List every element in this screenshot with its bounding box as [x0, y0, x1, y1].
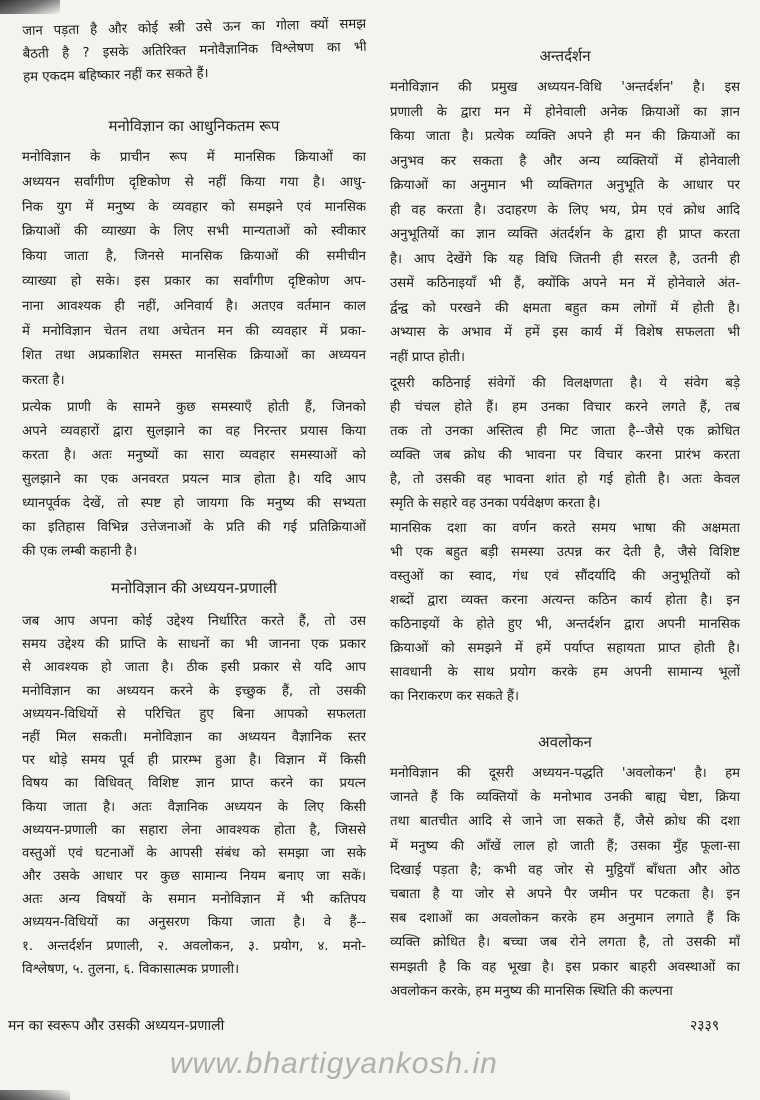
text-line: शब्दों द्वारा व्यक्त करना अत्यन्त कठिन कार्य होता है। इन	[390, 593, 740, 608]
text-line: करता है। अतः मनुष्यों का सारा व्यवहार समस्याओं को	[22, 448, 366, 463]
text-line: भी एक बहुत बड़ी समस्या उत्पन्न कर देती है, जैसे विशिष्ट	[390, 545, 740, 560]
text-line: दिखाई पड़ता है; कभी वह जोर से मुट्ठियाँ बाँधता और ओठ	[390, 862, 740, 878]
text-line: क्रियाओं को समझने में हमें पर्याप्त सहायता प्राप्त होती है।	[390, 641, 740, 656]
text-line: नहीं प्राप्त होती।	[390, 349, 465, 365]
text-line: समझती है कि वह भूखा है। इस प्रकार बाहरी अवस्थाओं का	[390, 959, 740, 975]
text-line: व्यक्ति क्रोधित है। बच्चा जब रोने लगता है, तो उसकी माँ	[390, 935, 740, 951]
text-line: है। आप देखेंगे कि यह विधि जितनी ही सरल है, उतनी ही	[390, 251, 740, 267]
watermark: www.bhartigyankosh.in	[170, 1047, 498, 1080]
text-line: सावधानी के साथ प्रयोग करके हम अपनी सामान्य भूलों	[390, 665, 740, 680]
text-line: में मनुष्य की आँखें लाल हो जाती हैं; उसका मुँह फूला-सा	[390, 838, 740, 854]
text-line: अभ्यास के अभाव में हमें इस कार्य में विशेष सफलता भी	[390, 325, 740, 340]
text-line: किया जाता है, जिनसे मानसिक क्रियाओं की समीचीन	[22, 249, 366, 265]
section-heading-study-method: मनोविज्ञान की अध्ययन-प्रणाली	[111, 579, 277, 597]
paragraph-language	[390, 517, 740, 709]
paragraph-introspection	[390, 76, 740, 370]
section-heading-modern-form: मनोविज्ञान का आधुनिकतम रूप	[108, 117, 280, 135]
text-line: शित तथा अप्रकाशित समस्त मानसिक क्रियाओं का अध्ययन	[22, 348, 366, 364]
text-line: व्यक्ति जब क्रोध की भावना पर विचार करना प्रारंभ करता	[390, 448, 740, 463]
text-line: कठिनाइयों के होते हुए भी, अन्तर्दर्शन द्वारा अपनी मानसिक	[390, 617, 740, 632]
text-line: सुलझाने का एक अनवरत प्रयत्न मात्र होता है। यदि आप	[22, 472, 366, 487]
text-line: अध्ययन-विधियों से परिचित हुए बिना आपको सफलता	[22, 706, 366, 722]
text-line: हम एकदम बहिष्कार नहीं कर सकते हैं।	[23, 66, 209, 85]
text-line: उसमें कठिनाइयाँ भी हैं, क्योंकि अपने मन में होनेवाले अंत-	[390, 276, 740, 291]
text-line: प्रणाली के द्वारा मन में होनेवाली अनेक क्रियाओं का ज्ञान	[390, 104, 740, 120]
text-line: क्रियाओं का अनुमान भी व्यक्तिगत अनुभूति के आधार पर	[390, 178, 740, 193]
paragraph-observation	[390, 762, 740, 1004]
text-line: नाना आवश्यक ही नहीं, अनिवार्य है। अतएव वर्तमान काल	[22, 298, 366, 314]
paragraph-emotions	[390, 372, 740, 516]
text-line: और उसके आधार पर कुछ सामान्य नियम बनाए जा सकें।	[22, 869, 366, 885]
text-line: अनुभूतियों का ज्ञान व्यक्ति अंतर्दर्शन के द्वारा ही प्राप्त करता	[390, 227, 740, 242]
text-line: सब दशाओं का अवलोकन करके हम अनुमान लगाते हैं कि	[390, 911, 740, 927]
text-line: अवलोकन करके, हम मनुष्य की मानसिक स्थिति की कल्पना	[390, 983, 673, 999]
text-line: तक तो उनका अस्तित्व ही मिट जाता है--जैसे एक क्रोधित	[390, 424, 740, 439]
text-line: स्मृति के सहारे वह उनका पर्यवेक्षण करता है।	[390, 496, 601, 511]
section-heading-introspection: अन्तर्दर्शन	[539, 47, 591, 65]
text-line: मनोविज्ञान की दूसरी अध्ययन-पद्धति 'अवलोकन' है। हम	[390, 766, 740, 781]
text-line: की एक लम्बी कहानी है।	[22, 544, 138, 559]
text-line: अध्ययन-प्रणाली का सहारा लेना आवश्यक होता है, जिससे	[22, 822, 366, 838]
text-line: मनोविज्ञान का अध्ययन करने के इच्छुक हैं, तो उसकी	[22, 683, 366, 699]
text-line: अनुभव कर सकता है और अन्य व्यक्तियों में होनेवाली	[390, 153, 740, 169]
page-number: २३३९	[690, 1018, 720, 1034]
paragraph-modern-form	[22, 146, 366, 394]
text-line: निक युग में मनुष्य के व्यवहार को समझने एवं मानसिक	[22, 199, 366, 215]
text-line: व्याख्या हो सके। इस प्रकार का सर्वांगीण दृष्टिकोण अप-	[22, 273, 366, 289]
text-line: करता है।	[22, 373, 65, 389]
text-line: मनोविज्ञान के प्राचीन रूप में मानसिक क्रियाओं का	[22, 150, 366, 165]
text-line: क्रियाओं की व्याख्या के लिए सभी मान्यताओं को स्वीकार	[22, 224, 366, 240]
text-line: है, तो उसकी वह भावना शांत हो गई होती है। अतः केवल	[390, 472, 740, 487]
text-line: वस्तुओं का स्वाद, गंध एवं सौंदर्यादि की अनुभूतियों को	[390, 569, 740, 584]
text-line: विषय का विधिवत् विशिष्ट ज्ञान प्राप्त करने का प्रयत्न	[22, 776, 366, 792]
text-line: मानसिक दशा का वर्णन करते समय भाषा की अक्षमता	[390, 521, 740, 536]
text-line: ही वह करता है। उदाहरण के लिए भय, प्रेम एवं क्रोध आदि	[390, 202, 740, 218]
scan-shadow-bottom	[0, 1090, 70, 1100]
running-footer-title: मन का स्वरूप और उसकी अध्ययन-प्रणाली	[8, 1018, 225, 1034]
text-line: विश्लेषण, ५. तुलना, ६. विकासात्मक प्रणाली।	[22, 961, 240, 977]
text-line: अतः अन्य विषयों के समान मनोविज्ञान में भी कतिपय	[22, 892, 366, 908]
intro-paragraph	[22, 13, 367, 89]
text-line: किया जाता है। प्रत्येक व्यक्ति अपने ही मन की क्रियाओं का	[390, 129, 740, 144]
text-line: में मनोविज्ञान चेतन तथा अचेतन मन की व्यवहार में प्रका-	[22, 323, 366, 339]
scan-shadow-top	[0, 0, 60, 14]
paragraph-problems	[22, 396, 366, 564]
section-heading-observation: अवलोकन	[538, 733, 592, 751]
text-line: अपने व्यवहारों द्वारा सुलझाने का वह निरन्तर प्रयास किया	[22, 424, 366, 439]
text-line: ही चंचल होते हैं। हम उनका विचार करने लगते हैं, तब	[390, 400, 740, 415]
text-line: तथा बातचीत आदि से जाने जा सकते हैं, जैसे क्रोध की दशा	[390, 814, 740, 830]
text-line: १. अन्तर्दर्शन प्रणाली, २. अवलोकन, ३. प्रयोग, ४. मनो-	[22, 938, 366, 954]
text-line: नहीं मिल सकती। मनोविज्ञान का अध्ययन वैज्ञानिक स्तर	[22, 729, 366, 745]
text-line: ध्यानपूर्वक देखें, तो स्पष्ट हो जायगा कि मनुष्य की सभ्यता	[22, 496, 366, 511]
paragraph-study-method	[22, 610, 366, 981]
text-line: जानते हैं कि व्यक्तियों के मनोभाव उनकी बाह्य चेष्टा, क्रिया	[390, 790, 740, 806]
text-line: से आवश्यक हो जाता है। ठीक इसी प्रकार से यदि आप	[22, 660, 366, 676]
text-line: अध्ययन-विधियों का अनुसरण किया जाता है। वे हैं--	[22, 915, 366, 931]
text-line: मनोविज्ञान की प्रमुख अध्ययन-विधि 'अन्तर्दर्शन' है। इस	[390, 80, 740, 95]
text-line: चबाता है या जोर से अपने पैर जमीन पर पटकता है। इन	[390, 886, 740, 902]
text-line: जान पड़ता है और कोई स्त्री उसे ऊन का गोला क्यों समझ	[22, 16, 367, 39]
text-line: प्रत्येक प्राणी के सामने कुछ समस्याएँ होती हैं, जिनको	[22, 400, 366, 415]
text-line: समय उद्देश्य की प्राप्ति के साधनों का भी जानना एक प्रकार	[22, 637, 366, 653]
text-line: बैठती है ? इसके अतिरिक्त मनोवैज्ञानिक विश्लेषण का भी	[22, 39, 367, 62]
text-line: अध्ययन सर्वांगीण दृष्टिकोण से नहीं किया गया है। आधु-	[22, 174, 366, 190]
text-line: पर थोड़े समय पूर्व ही प्रारम्भ हुआ है। विज्ञान में किसी	[22, 753, 366, 769]
text-line: का निराकरण कर सकते हैं।	[390, 689, 519, 704]
text-line: का इतिहास विभिन्न उत्तेजनाओं के प्रति की गई प्रतिक्रियाओं	[22, 520, 366, 535]
text-line: किया जाता है। अतः वैज्ञानिक अध्ययन के लिए किसी	[22, 799, 366, 815]
text-line: दूसरी कठिनाई संवेगों की विलक्षणता है। ये संवेग बड़े	[390, 376, 740, 391]
text-line: जब आप अपना कोई उद्देश्य निर्धारित करते हैं, तो उस	[22, 614, 366, 629]
text-line: वस्तुओं एवं घटनाओं के आपसी संबंध को समझा जा सके	[22, 845, 366, 861]
text-line: र्द्वन्द्व को परखने की क्षमता बहुत कम लोगों में होती है।	[390, 300, 740, 316]
